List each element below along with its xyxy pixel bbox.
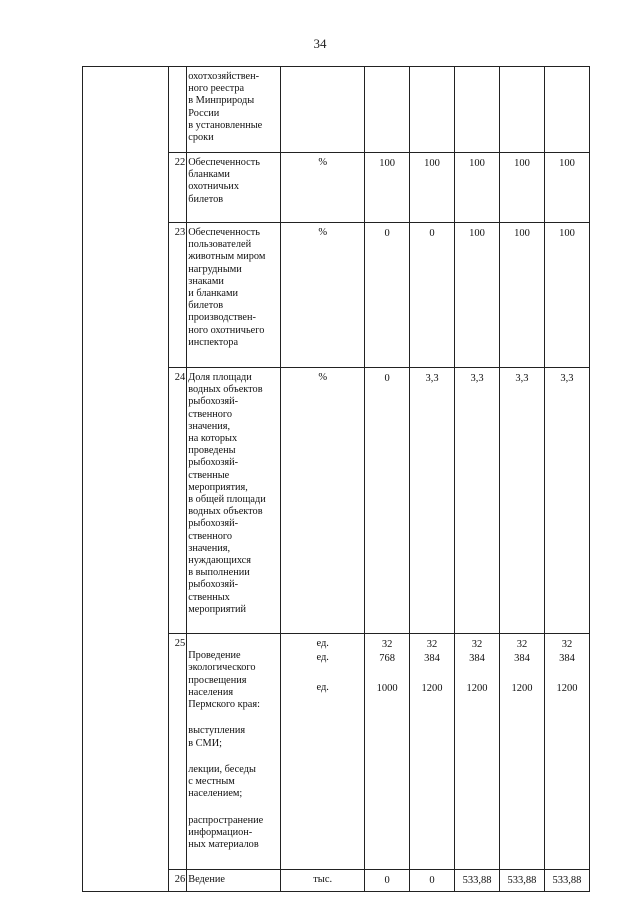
unit-cell bbox=[281, 634, 365, 870]
value-line: 32 bbox=[381, 639, 393, 650]
indicator-name-part: распространение информацион- ных материалов bbox=[188, 814, 264, 851]
unit-cell: % bbox=[281, 223, 365, 368]
table-row bbox=[83, 67, 590, 153]
spacer bbox=[412, 667, 452, 683]
value-line: 1200 bbox=[556, 683, 578, 694]
value-line: 384 bbox=[514, 653, 530, 664]
value-line: 1200 bbox=[466, 683, 488, 694]
indicators-table bbox=[82, 66, 590, 892]
indicator-name: Доля площади водных объектов рыбохозяй- ственного значения, на которых проведены рыбохозяй- ственные мероприятия, в общей площади водных объектов рыбохозяй- ственного значения, нуждающихся в выполнении рыбохозяй- ственных мероприятий bbox=[187, 368, 281, 634]
value-line: 1200 bbox=[511, 683, 533, 694]
value-cell bbox=[410, 634, 455, 870]
indicator-name: Обеспеченность пользователей животным миром нагрудными знаками и бланками билетов производствен- ного охотничьего инспектора bbox=[187, 223, 281, 368]
indicator-name-part: лекции, беседы с местным населением; bbox=[188, 764, 256, 800]
value-cell bbox=[544, 67, 589, 153]
unit-cell: % bbox=[281, 153, 365, 223]
value-cell: 3,3 bbox=[500, 368, 545, 634]
spacer bbox=[502, 667, 542, 683]
value-line: 32 bbox=[516, 639, 528, 650]
value-cell bbox=[500, 634, 545, 870]
value-cell bbox=[410, 67, 455, 153]
value-cell: 0 bbox=[365, 223, 410, 368]
indicator-name-part: Проведение экологического просвещения населения Пермского края: bbox=[188, 650, 260, 711]
value-line: 32 bbox=[471, 639, 483, 650]
value-cell: 0 bbox=[410, 869, 455, 891]
value-cell: 100 bbox=[365, 153, 410, 223]
value-cell bbox=[500, 67, 545, 153]
value-cell: 533,88 bbox=[544, 869, 589, 891]
indicator-name: Обеспеченность бланками охотничьих билетов bbox=[187, 153, 281, 223]
row-number: 26 bbox=[168, 869, 186, 891]
value-cell bbox=[544, 634, 589, 870]
page-number: 34 bbox=[313, 36, 327, 51]
empty-column-cell bbox=[83, 67, 169, 892]
value-line: 768 bbox=[379, 653, 395, 664]
row-number: 23 bbox=[168, 223, 186, 368]
value-cell: 100 bbox=[544, 223, 589, 368]
value-line: 384 bbox=[469, 653, 485, 664]
value-line: 32 bbox=[561, 639, 573, 650]
value-cell bbox=[365, 67, 410, 153]
unit-cell: тыс. bbox=[281, 869, 365, 891]
value-cell bbox=[455, 634, 500, 870]
value-cell: 533,88 bbox=[500, 869, 545, 891]
row-number: 22 bbox=[168, 153, 186, 223]
value-cell bbox=[455, 67, 500, 153]
value-line: 1200 bbox=[421, 683, 443, 694]
value-cell bbox=[365, 634, 410, 870]
unit-cell bbox=[281, 67, 365, 153]
value-cell: 100 bbox=[544, 153, 589, 223]
spacer bbox=[547, 667, 587, 683]
value-line: 384 bbox=[559, 653, 575, 664]
value-cell: 100 bbox=[455, 153, 500, 223]
value-cell: 533,88 bbox=[455, 869, 500, 891]
unit-line: ед. bbox=[316, 682, 329, 693]
spacer bbox=[367, 667, 407, 683]
indicator-name: охотхозяйствен- ного реестра в Минприроды России в установленные сроки bbox=[187, 67, 281, 153]
value-cell: 100 bbox=[500, 153, 545, 223]
row-number bbox=[168, 67, 186, 153]
value-cell: 100 bbox=[455, 223, 500, 368]
spacer bbox=[457, 667, 497, 683]
indicator-name: Ведение bbox=[187, 869, 281, 891]
value-cell: 3,3 bbox=[410, 368, 455, 634]
row-number: 25 bbox=[168, 634, 186, 870]
indicator-name-part: выступления в СМИ; bbox=[188, 725, 246, 749]
value-cell: 100 bbox=[410, 153, 455, 223]
value-cell: 0 bbox=[365, 869, 410, 891]
value-line: 32 bbox=[426, 639, 438, 650]
unit-line: ед. bbox=[316, 638, 329, 649]
value-cell: 3,3 bbox=[544, 368, 589, 634]
value-line: 384 bbox=[424, 653, 440, 664]
row-number: 24 bbox=[168, 368, 186, 634]
value-cell: 0 bbox=[410, 223, 455, 368]
value-cell: 3,3 bbox=[455, 368, 500, 634]
value-line: 1000 bbox=[376, 683, 398, 694]
unit-line: ед. bbox=[316, 652, 329, 663]
unit-cell: % bbox=[281, 368, 365, 634]
value-cell: 100 bbox=[500, 223, 545, 368]
value-cell: 0 bbox=[365, 368, 410, 634]
indicator-name bbox=[187, 634, 281, 870]
spacer bbox=[283, 666, 362, 682]
